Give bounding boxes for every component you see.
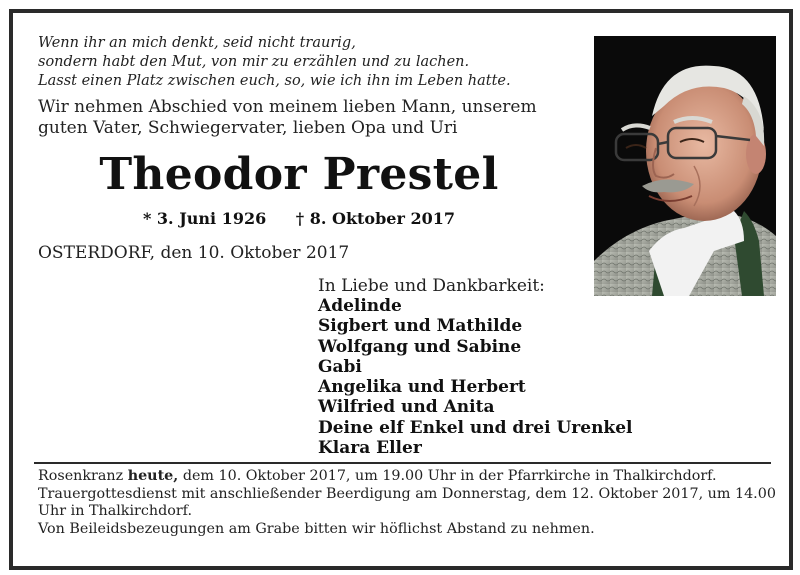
mourner-name: Klara Eller bbox=[318, 438, 422, 459]
poem bbox=[38, 34, 578, 91]
mourner-name: Adelinde bbox=[318, 296, 402, 316]
mourners-list bbox=[318, 296, 638, 458]
rosary-rest: dem 10. Oktober 2017, um 19.00 Uhr in der Pfarrkirche in Thalkirchdorf. bbox=[182, 468, 717, 484]
funeral-info: Trauergottesdienst mit anschließender Beerdigung am Donnerstag, dem 12. Oktober 2017, um 14.00 Uhr in Thalkirchdorf. bbox=[38, 485, 776, 519]
life-dates bbox=[34, 209, 564, 229]
mourner-name: Deine elf Enkel und drei Urenkel bbox=[318, 417, 633, 438]
death-date: † 8. Oktober 2017 bbox=[295, 209, 455, 228]
divider-line bbox=[34, 462, 771, 464]
portrait-photo bbox=[594, 36, 776, 296]
mourners-block bbox=[318, 276, 638, 458]
mourner-name: Wilfried und Anita bbox=[318, 397, 495, 418]
poem-line: Wenn ihr an mich denkt, seid nicht traurig, bbox=[38, 35, 356, 51]
rosary-info bbox=[38, 468, 778, 486]
birth-date: * 3. Juni 1926 bbox=[142, 209, 267, 228]
rosary-prefix: Rosenkranz bbox=[38, 468, 124, 484]
mourner-name: Gabi bbox=[318, 356, 362, 377]
mourner-name: Angelika und Herbert bbox=[318, 377, 526, 398]
mourners-intro: In Liebe und Dankbarkeit: bbox=[318, 276, 545, 296]
service-details bbox=[38, 468, 778, 538]
portrait-illustration bbox=[594, 36, 776, 296]
place-and-date: OSTERDORF, den 10. Oktober 2017 bbox=[38, 243, 350, 263]
mourner-name: Wolfgang und Sabine bbox=[318, 336, 522, 357]
mourner-name: Sigbert und Mathilde bbox=[318, 316, 523, 337]
poem-line: sondern habt den Mut, von mir zu erzählen und zu lachen. bbox=[38, 54, 470, 70]
obituary-content bbox=[34, 13, 776, 566]
poem-line: Lasst einen Platz zwischen euch, so, wie ich ihn im Leben hatte. bbox=[38, 73, 511, 89]
obituary-frame bbox=[9, 9, 793, 570]
deceased-name: Theodor Prestel bbox=[99, 149, 499, 200]
farewell-intro: Wir nehmen Abschied von meinem lieben Mann, unserem guten Vater, Schwiegervater, lieben Opa und Uri bbox=[38, 97, 537, 138]
condolence-note: Von Beileidsbezeugungen am Grabe bitten wir höflichst Abstand zu nehmen. bbox=[38, 520, 595, 537]
rosary-today: heute, bbox=[127, 468, 179, 484]
